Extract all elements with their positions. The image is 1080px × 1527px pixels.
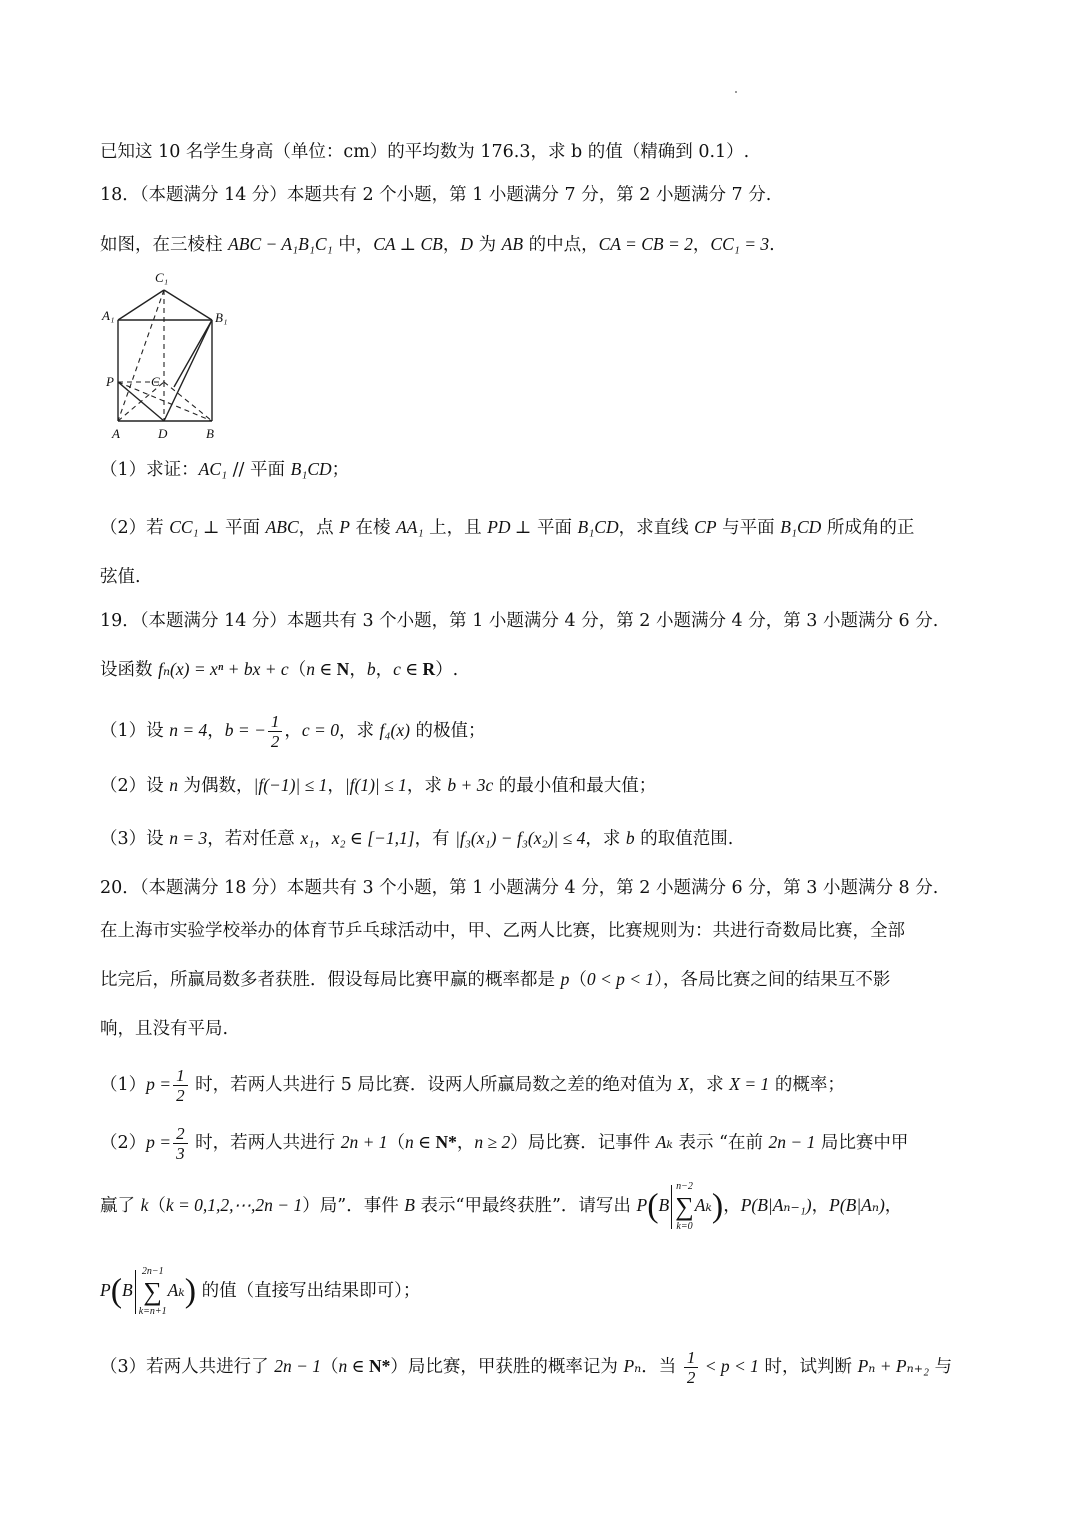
q18-point-p: P	[339, 517, 350, 537]
q19-p3-text: ，有	[414, 829, 456, 849]
q18-part2-text: ，点	[298, 518, 340, 538]
q18-part2-text: 上，且	[423, 518, 488, 538]
q20-fraction-half	[684, 1348, 699, 1387]
q18-header	[100, 182, 984, 208]
label-b1: B₁	[215, 310, 228, 325]
q18-stem	[100, 231, 984, 258]
fraction-denominator: 3	[176, 1144, 185, 1163]
prism-figure	[100, 268, 240, 443]
q19-part1	[100, 712, 984, 751]
q20-fraction-two-thirds	[173, 1124, 188, 1163]
q19-stem-text: ，	[375, 660, 394, 680]
q20-sum-1	[675, 1180, 694, 1234]
q18-point-d: D	[460, 234, 474, 254]
q20-var-x: X	[677, 1074, 689, 1094]
q18-part2-text: 平面	[531, 518, 578, 538]
q18-part2-text: （2）若	[100, 518, 170, 538]
q18-stem-text: ，	[442, 235, 461, 255]
sum-term: Aₖ	[694, 1195, 712, 1215]
q19-c-equals-0: c = 0	[301, 720, 339, 740]
q20-p1-text: ，求	[688, 1075, 730, 1095]
q20-p2b-text: （	[148, 1196, 166, 1216]
q20-header	[100, 875, 984, 901]
q18-stem-text: 中，	[332, 235, 374, 255]
q19-fraction-half	[268, 712, 283, 751]
q19-abs-f-1: |f(1)| ≤ 1	[344, 775, 407, 795]
q19-p3-text: ，若对任意	[207, 829, 301, 849]
left-paren: (	[110, 1272, 123, 1310]
q20-p1-text: （1）	[100, 1075, 147, 1095]
q19-stem-text: ）.	[435, 660, 459, 680]
q18-line-cp: CP	[694, 517, 717, 537]
q20-p2-text: 表示 “在前	[672, 1133, 769, 1153]
sum-lower-limit: k=0	[676, 1220, 693, 1232]
q18-part2	[100, 514, 984, 541]
label-b: B	[206, 426, 214, 441]
left-paren: (	[647, 1187, 659, 1225]
q20-pn-sum: Pₙ + Pₙ₊₂	[857, 1356, 930, 1376]
q20-p-range: < p < 1	[700, 1356, 759, 1376]
q20-event-b: B	[404, 1195, 415, 1215]
previous-question-text: 已知这 10 名学生身高（单位：cm）的平均数为 176.3，求 b 的值（精确到 0.1）.	[100, 142, 750, 162]
q19-n-in: n ∈	[306, 659, 337, 679]
q20-stem-line2	[100, 966, 984, 993]
fraction-numerator: 2	[173, 1124, 188, 1144]
q18-stem-text: .	[769, 235, 775, 255]
q19-part3	[100, 825, 984, 852]
q19-x2-interval: x₂ ∈ [−1,1]	[331, 828, 415, 848]
q19-stem-text: ，	[349, 660, 367, 680]
q18-part2-continued	[100, 564, 984, 590]
q19-p2-text: （2）设	[100, 776, 170, 796]
q20-p-equals: p =	[146, 1132, 172, 1152]
q18-part2-text: 与平面	[716, 518, 781, 538]
given-bar	[671, 1185, 672, 1229]
label-d: D	[158, 426, 168, 441]
q18-pd-perp: PD ⊥	[487, 517, 532, 537]
sum-sigma: ∑	[675, 1191, 694, 1221]
q18-plane-b1cd: B₁CD	[290, 459, 332, 479]
fraction-denominator: 2	[270, 732, 280, 751]
q19-p1-text: （1）设	[100, 721, 170, 741]
q19-p3-text: （3）设	[100, 829, 170, 849]
q19-set-r: R	[422, 659, 436, 679]
label-c: C	[151, 374, 160, 389]
q20-p3-text: 时，试判断	[758, 1357, 858, 1377]
q20-var-k: k	[140, 1195, 149, 1215]
q18-header-text: 18．（本题满分 14 分）本题共有 2 个小题，第 1 小题满分 7 分，第 2 小题满分 7 分.	[100, 185, 772, 205]
q19-p3-text: 的取值范围.	[634, 829, 734, 849]
q18-part1-text: // 平面	[227, 460, 291, 480]
q19-p1-text: ，	[207, 721, 225, 741]
scan-dot	[735, 91, 737, 93]
q18-part2-text: 在棱	[349, 518, 397, 538]
fraction-denominator: 2	[686, 1368, 696, 1387]
right-paren: )	[711, 1187, 724, 1225]
q18-cc1-perp: CC₁ ⊥	[169, 517, 220, 537]
q19-n-equals-4: n = 4	[169, 720, 208, 740]
q19-p1-text: ，	[284, 721, 302, 741]
q19-p1-text: ，求	[338, 721, 380, 741]
right-paren: )	[184, 1272, 197, 1310]
q20-n-in: n ∈	[405, 1132, 436, 1152]
q20-p2b-text: 表示“甲最终获胜”．请写出	[414, 1196, 637, 1216]
q20-p1-text: 时，若两人共进行 5 局比赛．设两人所赢局数之差的绝对值为	[189, 1075, 678, 1095]
q19-p2-text: 为偶数，	[177, 776, 254, 796]
q20-part2-line2	[100, 1178, 984, 1234]
q20-event-b: B	[122, 1280, 133, 1300]
q20-stem-text: （	[569, 970, 587, 990]
q19-set-n: N	[336, 659, 350, 679]
q20-set-nstar: N*	[368, 1356, 391, 1376]
q20-n-geq-2: n ≥ 2	[474, 1132, 511, 1152]
q19-abs-f-neg1: |f(−1)| ≤ 1	[253, 775, 328, 795]
sum-lower-limit: k=n+1	[138, 1305, 167, 1317]
sum-sigma: ∑	[143, 1276, 162, 1306]
q20-prob-given-an-1: P(B|Aₙ₋₁)	[740, 1195, 812, 1215]
q20-header-text: 20．（本题满分 18 分）本题共有 3 个小题，第 1 小题满分 4 分，第 2 小题满分 6 分，第 3 小题满分 8 分.	[100, 878, 939, 898]
q20-p3-text: ．当	[641, 1357, 682, 1377]
label-a: A	[112, 426, 120, 441]
q20-set-nstar: N*	[435, 1132, 457, 1152]
fraction-numerator: 1	[684, 1348, 699, 1368]
q20-p2b-text: 赢了	[100, 1196, 141, 1216]
q20-p3-text: 与	[929, 1357, 953, 1377]
q19-p2-text: 的最小值和最大值；	[493, 776, 657, 796]
q19-b-equals: b = −	[224, 720, 266, 740]
q19-f4x: f₄(x)	[379, 720, 410, 740]
fraction-numerator: 1	[268, 712, 283, 732]
q20-stem-line3	[100, 1016, 984, 1042]
q19-x1: x₁	[300, 828, 315, 848]
q20-p3-text: （	[321, 1357, 339, 1377]
fraction-numerator: 1	[173, 1066, 188, 1086]
q20-prob-pn: Pₙ	[623, 1356, 642, 1376]
q20-p2-text: ）局比赛．记事件	[510, 1133, 656, 1153]
q20-prob-p: P	[636, 1195, 648, 1215]
q19-stem-text: （	[288, 660, 307, 680]
q19-stem-text: 设函数	[100, 660, 159, 680]
q20-event-ak: Aₖ	[655, 1132, 673, 1152]
q20-p2-text: 局比赛中甲	[815, 1133, 909, 1153]
q20-stem-text: 比完后，所赢局数多者获胜．假设每局比赛甲赢的概率都是	[100, 970, 561, 990]
q18-perp: CA ⊥ CB	[373, 234, 443, 254]
q18-cc1-length: CC₁ = 3	[710, 234, 770, 254]
q18-segment-ab: AB	[501, 234, 524, 254]
q18-prism: ABC − A₁B₁C₁	[228, 234, 333, 254]
q20-p3-text: ）局比赛，甲获胜的概率记为	[390, 1357, 624, 1377]
q20-p-range: 0 < p < 1	[586, 969, 655, 989]
q18-stem-text: 如图，在三棱柱	[100, 235, 229, 255]
q19-var-b: b	[366, 659, 376, 679]
q20-event-b: B	[658, 1195, 670, 1215]
q19-header	[100, 608, 984, 634]
q19-c-in: c ∈	[393, 659, 423, 679]
q19-n-equals-3: n = 3	[169, 828, 208, 848]
q18-part2-cont-text: 弦值.	[100, 567, 141, 587]
q20-p3-text: （3）若两人共进行了	[100, 1357, 275, 1377]
q18-part2-text: 所成角的正	[821, 518, 915, 538]
q19-part2	[100, 772, 984, 799]
q19-p3-text: ，求	[585, 829, 626, 849]
q20-2n-plus-1: 2n + 1	[340, 1132, 388, 1152]
q20-p2b-text: ，	[723, 1196, 741, 1216]
given-bar	[135, 1270, 136, 1314]
q20-x-equals-1: X = 1	[729, 1074, 770, 1094]
q18-part2-text: ，求直线	[618, 518, 695, 538]
q20-stem-text: 响，且没有平局.	[100, 1019, 229, 1039]
q18-edge-aa1: AA₁	[396, 517, 424, 537]
q18-equal-lengths: CA = CB = 2	[598, 234, 693, 254]
label-p: P	[106, 374, 114, 389]
q18-part1	[100, 456, 984, 483]
q20-stem-text: ），各局比赛之间的结果互不影	[654, 970, 891, 990]
fraction-denominator: 2	[176, 1086, 185, 1105]
q20-var-p: p	[560, 969, 570, 989]
q20-part3	[100, 1348, 984, 1387]
previous-question-line	[100, 139, 984, 165]
q20-n-in: n ∈	[338, 1356, 369, 1376]
label-c1: C₁	[155, 270, 169, 285]
q18-ac1: AC₁	[198, 459, 228, 479]
q20-part2-line3	[100, 1262, 984, 1319]
q20-p2-text: （	[387, 1133, 406, 1153]
q20-p2b-text: ，	[811, 1196, 830, 1216]
q20-k-range: k = 0,1,2,⋯,2n − 1	[165, 1195, 303, 1215]
sum-upper-limit: n−2	[676, 1180, 693, 1192]
q18-plane-b1cd: B₁CD	[577, 517, 619, 537]
q19-var-b: b	[625, 828, 635, 848]
q18-part1-text: （1）求证：	[100, 460, 199, 480]
q20-part1	[100, 1066, 984, 1105]
q20-p2c-text: 的值（直接写出结果即可）；	[196, 1281, 421, 1301]
q20-stem-line1	[100, 918, 984, 944]
q19-p1-text: 的极值；	[409, 721, 486, 741]
q20-2n-minus-1: 2n − 1	[274, 1356, 322, 1376]
q18-plane-b1cd: B₁CD	[780, 517, 822, 537]
q20-p2-text: ，	[456, 1133, 475, 1153]
q20-prob-given-an: P(B|Aₙ)	[829, 1195, 885, 1215]
q20-p-equals: p =	[146, 1074, 172, 1094]
label-a1: A₁	[102, 308, 115, 323]
q20-2n-minus-1: 2n − 1	[768, 1132, 816, 1152]
q20-p2-text: 时，若两人共进行	[189, 1133, 341, 1153]
q19-abs-difference: |f₃(x₁) − f₃(x₂)| ≤ 4	[455, 828, 586, 848]
q20-p2b-text: ，	[884, 1196, 903, 1216]
q19-var-n: n	[169, 775, 178, 795]
q18-plane-abc: ABC	[265, 517, 299, 537]
q19-stem	[100, 656, 984, 683]
q20-p2b-text: ）局”．事件	[302, 1196, 405, 1216]
q19-b-plus-3c: b + 3c	[447, 775, 494, 795]
q18-part2-text: 平面	[219, 518, 266, 538]
q18-stem-text: ，	[692, 235, 711, 255]
q20-stem-text: 在上海市实验学校举办的体育节乒乓球活动中，甲、乙两人比赛，比赛规则为：共进行奇数局比赛，全部	[100, 921, 905, 941]
q20-fraction-half	[173, 1066, 188, 1105]
q19-p2-text: ，	[327, 776, 345, 796]
q20-p1-text: 的概率；	[769, 1075, 845, 1095]
q19-p3-text: ，	[314, 829, 332, 849]
q18-part1-text: ；	[331, 460, 350, 480]
q20-part2	[100, 1124, 984, 1163]
sum-term: Aₖ	[167, 1280, 185, 1300]
q19-header-text: 19．（本题满分 14 分）本题共有 3 个小题，第 1 小题满分 4 分，第 2 小题满分 4 分，第 3 小题满分 6 分.	[100, 611, 939, 631]
q20-p2-text: （2）	[100, 1133, 147, 1153]
q20-sum-2	[139, 1265, 167, 1319]
q18-stem-text: 的中点，	[523, 235, 599, 255]
q20-prob-p: P	[100, 1280, 111, 1300]
q18-stem-text: 为	[473, 235, 502, 255]
q19-function: fₙ(x) = xⁿ + bx + c	[158, 659, 289, 679]
sum-upper-limit: 2n−1	[141, 1265, 164, 1277]
q19-p2-text: ，求	[406, 776, 448, 796]
